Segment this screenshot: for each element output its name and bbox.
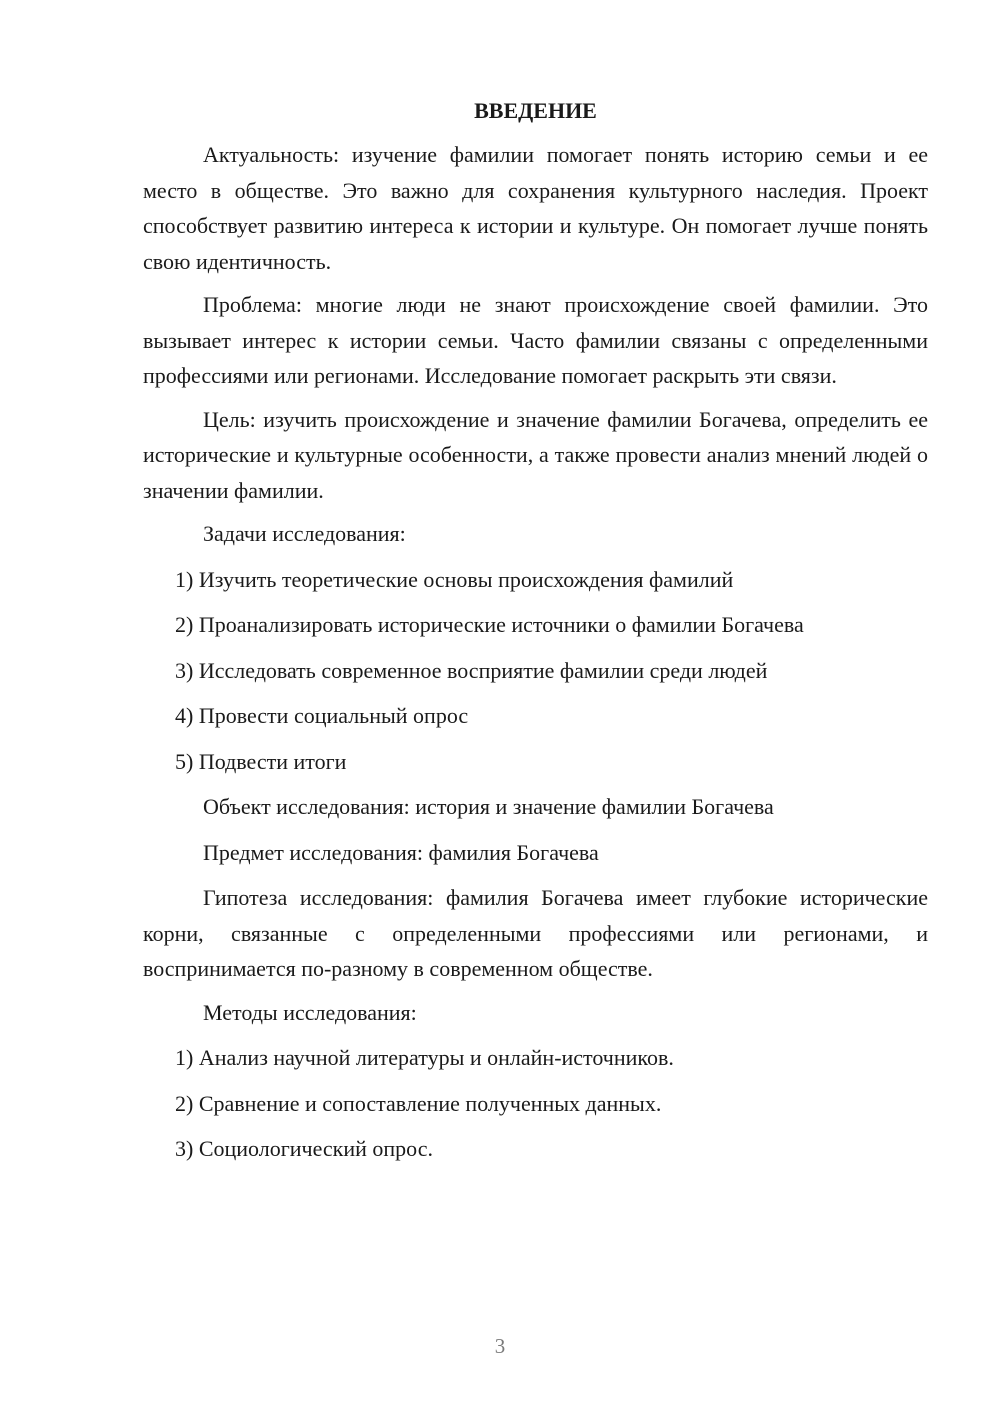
research-object: Объект исследования: история и значение фамилии Богачева xyxy=(203,794,774,819)
page-number: 3 xyxy=(494,1334,506,1358)
problem-paragraph: Проблема: многие люди не знают происхождение своей фамилии. Это вызывает интерес к истории семьи. Часто фамилии связаны с определенными профессиями или регионами. Исследование помогает раскрыть эти связи. xyxy=(143,292,928,388)
method-item: 1) Анализ научной литературы и онлайн-источников. xyxy=(175,1045,674,1070)
page-title: ВВЕДЕНИЕ xyxy=(474,98,597,123)
research-subject: Предмет исследования: фамилия Богачева xyxy=(203,839,599,865)
tasks-heading: Задачи исследования: xyxy=(203,521,406,546)
methods-heading: Методы исследования: xyxy=(203,999,417,1025)
method-item: 3) Социологический опрос. xyxy=(175,1136,433,1161)
goal-paragraph: Цель: изучить происхождение и значение фамилии Богачева, определить ее исторические и культурные особенности, а также провести анализ мнений людей о значении фамилии. xyxy=(143,406,928,503)
document-page xyxy=(143,95,928,1177)
methods-list xyxy=(143,1040,928,1167)
relevance-paragraph: Актуальность: изучение фамилии помогает понять историю семьи и ее место в обществе. Это важно для сохранения культурного наследия. Проект способствует развитию интереса к истории и культуре. Он помогает лучше понять свою идентичность. xyxy=(143,142,928,274)
task-item: 5) Подвести итоги xyxy=(175,748,347,774)
task-item: 4) Провести социальный опрос xyxy=(175,703,469,728)
tasks-list xyxy=(143,562,928,780)
method-item: 2) Сравнение и сопоставление полученных данных. xyxy=(175,1090,662,1116)
hypothesis-paragraph: Гипотеза исследования: фамилия Богачева имеет глубокие исторические корни, связанные с определенными профессиями или регионами, и воспринимается по-разному в современном обществе. xyxy=(143,885,928,981)
task-item: 2) Проанализировать исторические источники о фамилии Богачева xyxy=(175,612,804,637)
task-item: 1) Изучить теоретические основы происхождения фамилий xyxy=(175,566,734,592)
task-item: 3) Исследовать современное восприятие фамилии среди людей xyxy=(175,657,768,683)
